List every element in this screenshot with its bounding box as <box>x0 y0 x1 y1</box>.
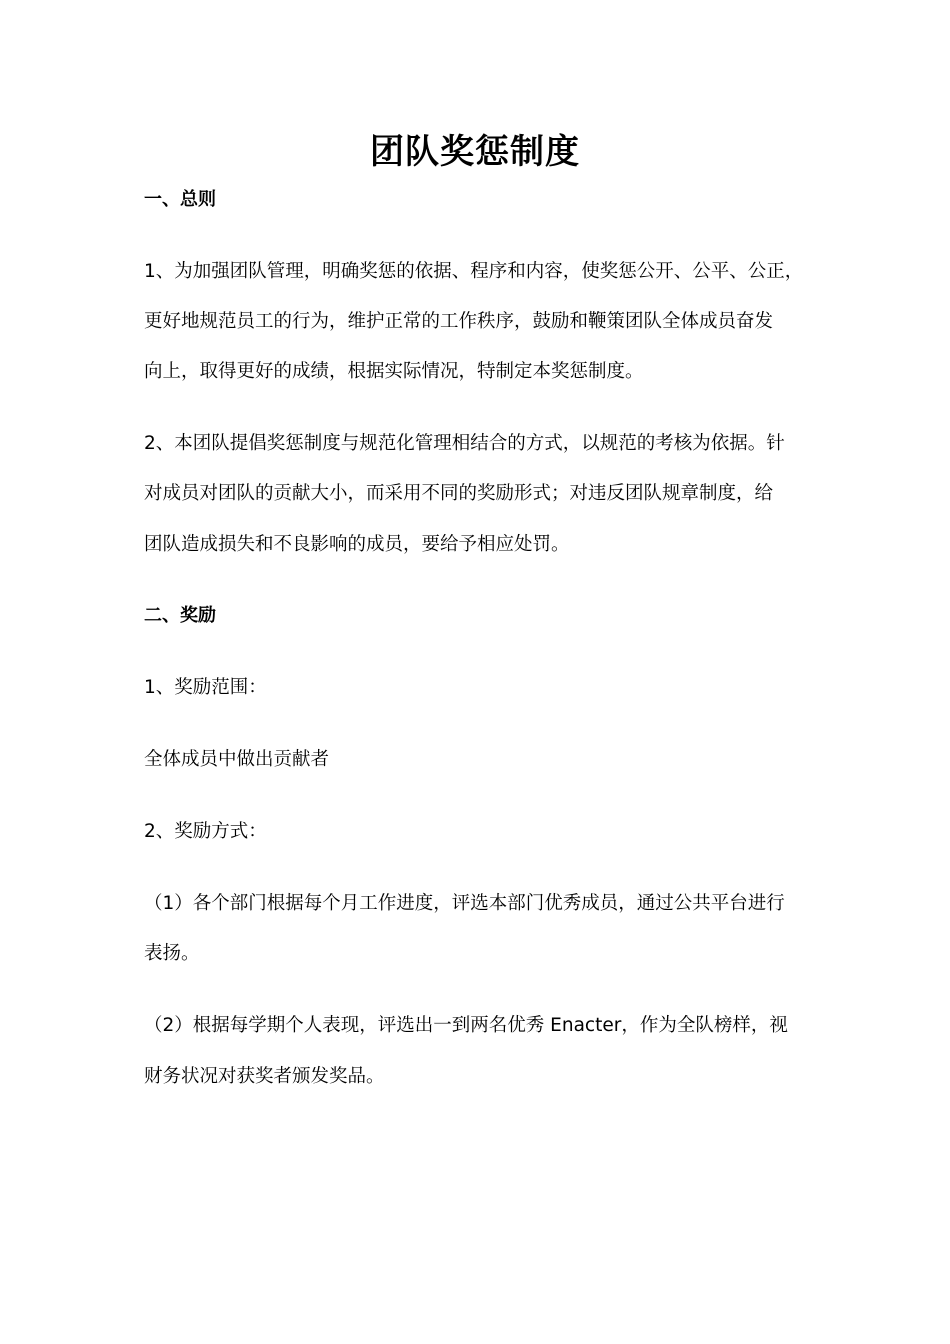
paragraph-line: （1）各个部门根据每个月工作进度，评选本部门优秀成员，通过公共平台进行 <box>144 893 785 914</box>
paragraph-line: 团队造成损失和不良影响的成员，要给予相应处罚。 <box>144 534 570 555</box>
paragraph-line: 1、奖励范围： <box>144 677 267 698</box>
paragraph-line: （2）根据每学期个人表现，评选出一到两名优秀 Enacter，作为全队榜样，视 <box>144 1015 788 1036</box>
paragraph-line: 对成员对团队的贡献大小，而采用不同的奖励形式；对违反团队规章制度，给 <box>144 483 774 504</box>
paragraph-line: 更好地规范员工的行为，维护正常的工作秩序，鼓励和鞭策团队全体成员奋发 <box>144 311 774 332</box>
paragraph-line: 向上，取得更好的成绩，根据实际情况，特制定本奖惩制度。 <box>144 361 644 382</box>
paragraph-line: 2、奖励方式： <box>144 821 267 842</box>
paragraph-line: 财务状况对获奖者颁发奖品。 <box>144 1066 385 1087</box>
section-heading-rewards: 二、奖励 <box>144 605 216 626</box>
document-title: 团队奖惩制度 <box>370 132 580 172</box>
paragraph-line: 2、本团队提倡奖惩制度与规范化管理相结合的方式，以规范的考核为依据。针 <box>144 433 785 454</box>
section-heading-general: 一、总则 <box>144 189 216 210</box>
paragraph-line: 全体成员中做出贡献者 <box>144 749 330 770</box>
paragraph-line: 表扬。 <box>144 943 200 964</box>
paragraph-line: 1、为加强团队管理，明确奖惩的依据、程序和内容，使奖惩公开、公平、公正， <box>144 261 804 282</box>
